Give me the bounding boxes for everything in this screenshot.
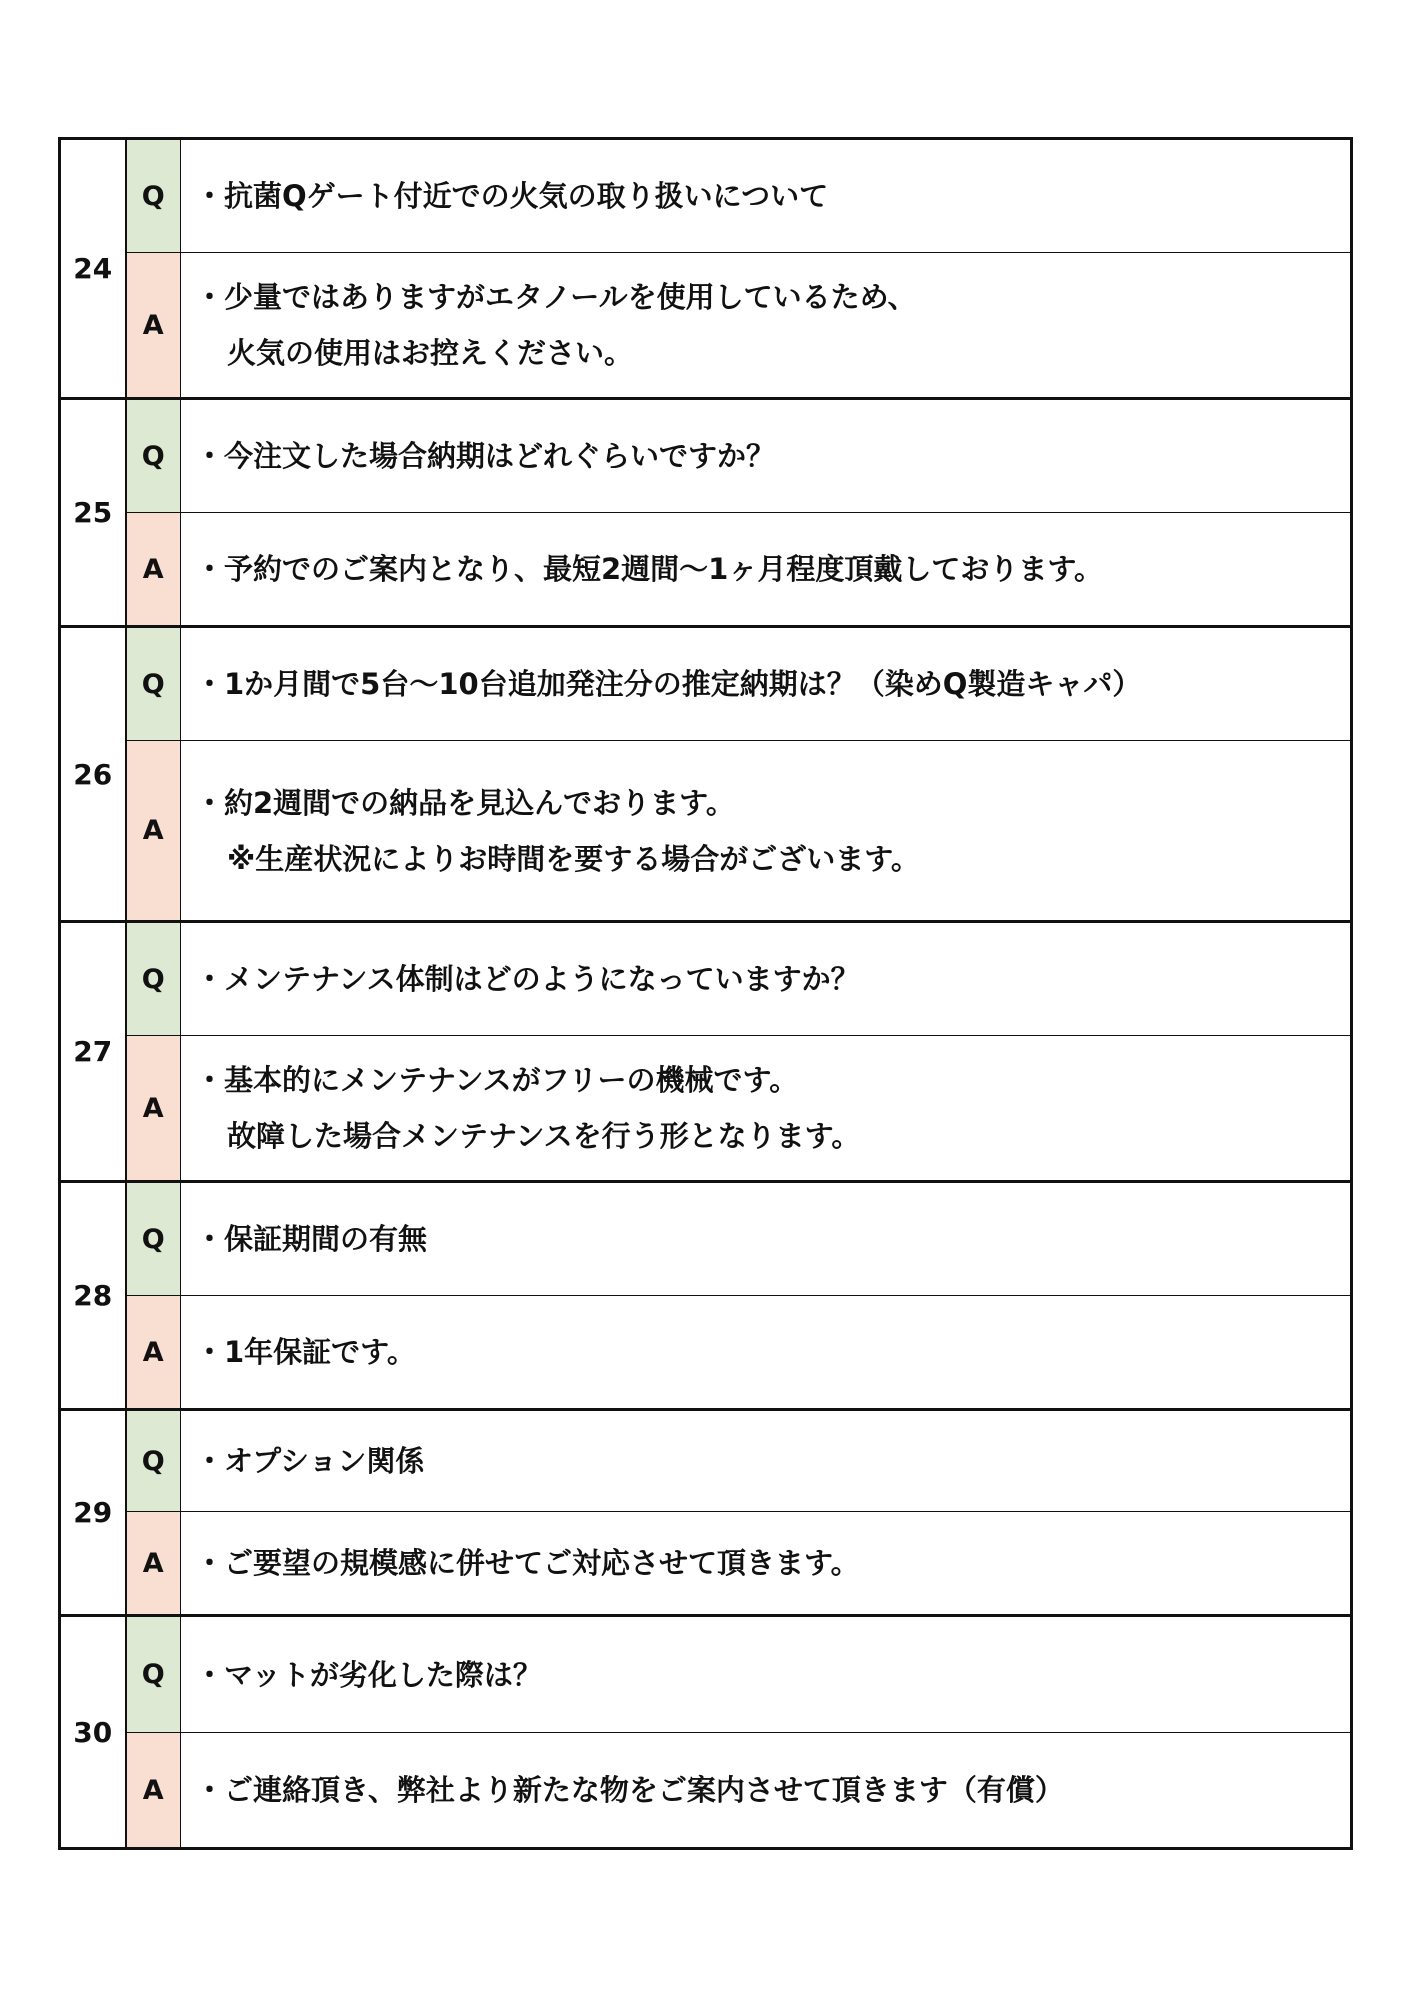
faq-question-row [60, 1182, 1352, 1296]
answer-line: ・予約でのご案内となり、最短2週間～1ヶ月程度頂戴しております。 [195, 552, 1104, 586]
question-line: ・抗菌Qゲート付近での火気の取り扱いについて [195, 179, 829, 213]
answer-label: A [126, 1036, 181, 1182]
question-text [181, 139, 1352, 253]
question-text [181, 922, 1352, 1036]
item-number: 29 [60, 1410, 126, 1616]
answer-label: A [126, 513, 181, 627]
question-label: Q [126, 1616, 181, 1733]
question-label: Q [126, 139, 181, 253]
answer-label: A [126, 253, 181, 399]
faq-question-row [60, 139, 1352, 253]
answer-label: A [126, 1296, 181, 1410]
answer-text [181, 1733, 1352, 1849]
faq-answer-row [60, 1036, 1352, 1182]
answer-line: 火気の使用はお控えください。 [227, 336, 634, 370]
item-number: 24 [60, 139, 126, 399]
question-label: Q [126, 399, 181, 513]
faq-question-row [60, 1410, 1352, 1512]
question-line: ・マットが劣化した際は？ [195, 1657, 542, 1692]
faq-answer-row [60, 1512, 1352, 1616]
faq-question-row [60, 399, 1352, 513]
answer-line: ・ご要望の規模感に併せてご対応させて頂きます。 [195, 1546, 860, 1580]
item-number: 28 [60, 1182, 126, 1410]
faq-answer-row [60, 513, 1352, 627]
question-text [181, 1616, 1352, 1733]
faq-answer-row [60, 1296, 1352, 1410]
answer-label: A [126, 1733, 181, 1849]
question-text [181, 399, 1352, 513]
answer-text [181, 253, 1352, 399]
answer-line: ※生産状況によりお時間を要する場合がございます。 [227, 841, 920, 876]
faq-question-row [60, 922, 1352, 1036]
faq-body [60, 139, 1352, 1849]
item-number: 25 [60, 399, 126, 627]
question-line: ・今注文した場合納期はどれぐらいですか？ [195, 439, 776, 473]
question-text [181, 627, 1352, 741]
answer-text [181, 1036, 1352, 1182]
question-line: ・オプション関係 [195, 1444, 425, 1478]
answer-line: ・少量ではありますがエタノールを使用しているため、 [195, 280, 917, 314]
answer-text [181, 741, 1352, 922]
faq-answer-row [60, 741, 1352, 922]
question-text [181, 1410, 1352, 1512]
faq-answer-row [60, 253, 1352, 399]
answer-text [181, 1296, 1352, 1410]
item-number: 30 [60, 1616, 126, 1849]
question-line: ・1か月間で5台～10台追加発注分の推定納期は？（染めQ製造キャパ） [195, 667, 1142, 701]
faq-question-row [60, 1616, 1352, 1733]
faq-question-row [60, 627, 1352, 741]
answer-line: ・1年保証です。 [195, 1335, 416, 1369]
question-text [181, 1182, 1352, 1296]
answer-text [181, 513, 1352, 627]
answer-line: ・ご連絡頂き、弊社より新たな物をご案内させて頂きます（有償） [195, 1773, 1064, 1807]
item-number: 27 [60, 922, 126, 1182]
faq-table [58, 137, 1353, 1850]
item-number: 26 [60, 627, 126, 922]
question-label: Q [126, 1410, 181, 1512]
question-label: Q [126, 627, 181, 741]
question-line: ・保証期間の有無 [195, 1222, 428, 1256]
question-label: Q [126, 922, 181, 1036]
answer-line: 故障した場合メンテナンスを行う形となります。 [227, 1119, 861, 1153]
answer-label: A [126, 1512, 181, 1616]
answer-line: ・基本的にメンテナンスがフリーの機械です。 [195, 1063, 799, 1097]
faq-answer-row [60, 1733, 1352, 1849]
answer-label: A [126, 741, 181, 922]
answer-text [181, 1512, 1352, 1616]
question-line: ・メンテナンス体制はどのようになっていますか？ [195, 962, 860, 996]
question-label: Q [126, 1182, 181, 1296]
answer-line: ・約2週間での納品を見込んでおります。 [195, 785, 735, 820]
